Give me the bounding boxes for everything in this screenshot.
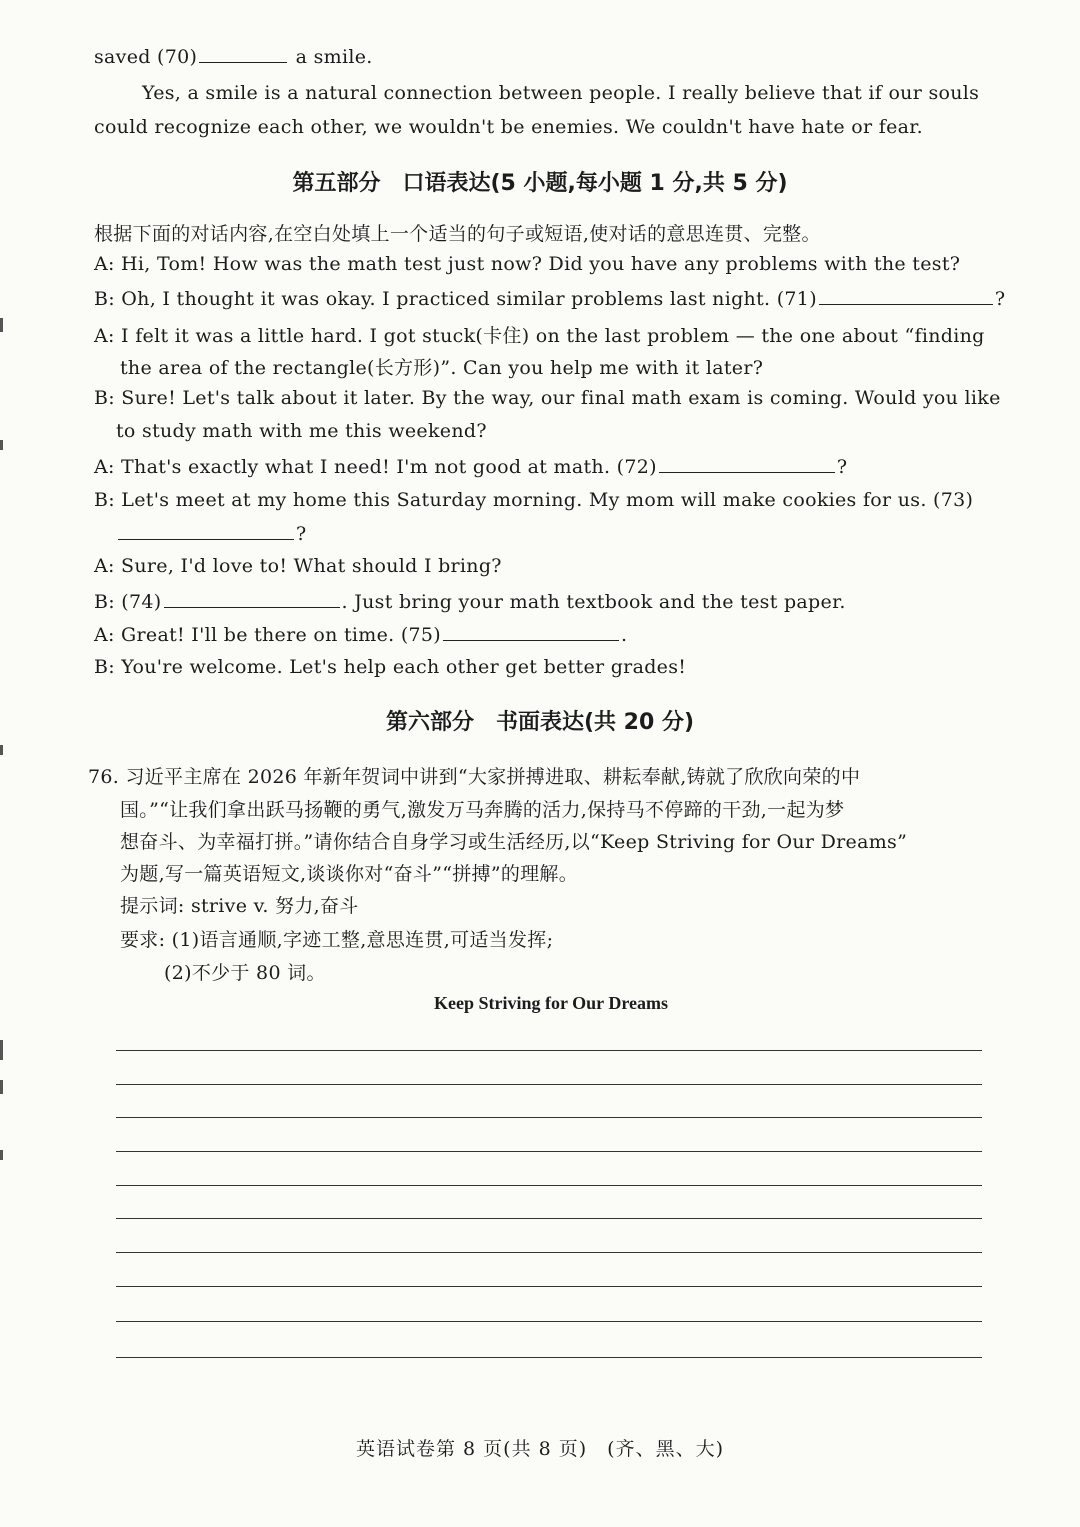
hint-words: 提示词: strive v. 努力,奋斗: [120, 895, 359, 917]
writing-line[interactable]: [116, 1117, 982, 1118]
requirement: (2)不少于 80 词。: [164, 962, 326, 984]
dialogue-line: B: Sure! Let's talk about it later. By the way, our final math exam is coming. Would you like: [94, 387, 1001, 409]
page-footer: 英语试卷第 8 页(共 8 页) (齐、黑、大): [356, 1438, 724, 1460]
blank-74[interactable]: [164, 589, 340, 608]
scan-mark: [0, 318, 3, 332]
writing-line[interactable]: [116, 1185, 982, 1186]
writing-line[interactable]: [116, 1357, 982, 1358]
scan-mark: [0, 440, 3, 450]
section-title-part5: 第五部分 口语表达(5 小题,每小题 1 分,共 5 分): [292, 171, 788, 196]
writing-line[interactable]: [116, 1218, 982, 1219]
dialogue-line: A: Sure, I'd love to! What should I bring?: [94, 555, 502, 577]
question-76-line: 76. 习近平主席在 2026 年新年贺词中讲到“大家拼搏进取、耕耘奉献,铸就了欣欣向荣的中: [88, 766, 861, 788]
writing-line[interactable]: [116, 1321, 982, 1322]
section-title-part6: 第六部分 书面表达(共 20 分): [385, 710, 695, 735]
blank-71[interactable]: [819, 286, 993, 305]
dialogue-line: B: You're welcome. Let's help each other get better grades!: [94, 656, 687, 678]
passage-line: saved (70) a smile.: [94, 46, 373, 68]
passage-para-line: Yes, a smile is a natural connection between people. I really believe that if our souls: [142, 82, 980, 104]
blank-70[interactable]: [199, 44, 287, 63]
dialogue-line: ?: [116, 521, 307, 545]
dialogue-line: B: (74) . Just bring your math textbook and the test paper.: [94, 591, 846, 613]
scan-mark: [0, 1150, 3, 1160]
blank-72[interactable]: [659, 454, 835, 473]
writing-line[interactable]: [116, 1151, 982, 1152]
dialogue-line: B: Oh, I thought it was okay. I practiced similar problems last night. (71) ?: [94, 288, 1006, 310]
passage-para-line: could recognize each other, we wouldn't be enemies. We couldn't have hate or fear.: [94, 116, 923, 138]
question-76-line: 想奋斗、为幸福打拼。”请你结合自身学习或生活经历,以“Keep Striving for Our Dreams”: [120, 831, 908, 853]
blank-75[interactable]: [443, 622, 619, 641]
scan-mark: [0, 1080, 3, 1094]
dialogue-line: B: Let's meet at my home this Saturday morning. My mom will make cookies for us. (73): [94, 489, 974, 511]
scan-mark: [0, 745, 3, 755]
scan-mark: [0, 1040, 3, 1060]
question-76-line: 为题,写一篇英语短文,谈谈你对“奋斗”“拼搏”的理解。: [120, 863, 579, 885]
writing-line[interactable]: [116, 1050, 982, 1051]
essay-title: Keep Striving for Our Dreams: [434, 993, 668, 1013]
dialogue-line: A: That's exactly what I need! I'm not good at math. (72) ?: [94, 456, 848, 478]
dialogue-line: to study math with me this weekend?: [116, 420, 487, 442]
dialogue-line: A: Great! I'll be there on time. (75) .: [94, 624, 628, 646]
writing-line[interactable]: [116, 1252, 982, 1253]
blank-73[interactable]: [118, 521, 294, 540]
dialogue-line: A: I felt it was a little hard. I got stuck(卡住) on the last problem — the one about “finding: [94, 325, 985, 347]
question-76-line: 国。”“让我们拿出跃马扬鞭的勇气,激发万马奔腾的活力,保持马不停蹄的干劲,一起为梦: [120, 799, 845, 821]
dialogue-line: the area of the rectangle(长方形)”. Can you help me with it later?: [120, 357, 764, 379]
writing-line[interactable]: [116, 1084, 982, 1085]
instruction: 根据下面的对话内容,在空白处填上一个适当的句子或短语,使对话的意思连贯、完整。: [94, 223, 821, 245]
requirement: 要求: (1)语言通顺,字迹工整,意思连贯,可适当发挥;: [120, 929, 554, 951]
writing-line[interactable]: [116, 1286, 982, 1287]
dialogue-line: A: Hi, Tom! How was the math test just now? Did you have any problems with the test?: [94, 253, 961, 275]
